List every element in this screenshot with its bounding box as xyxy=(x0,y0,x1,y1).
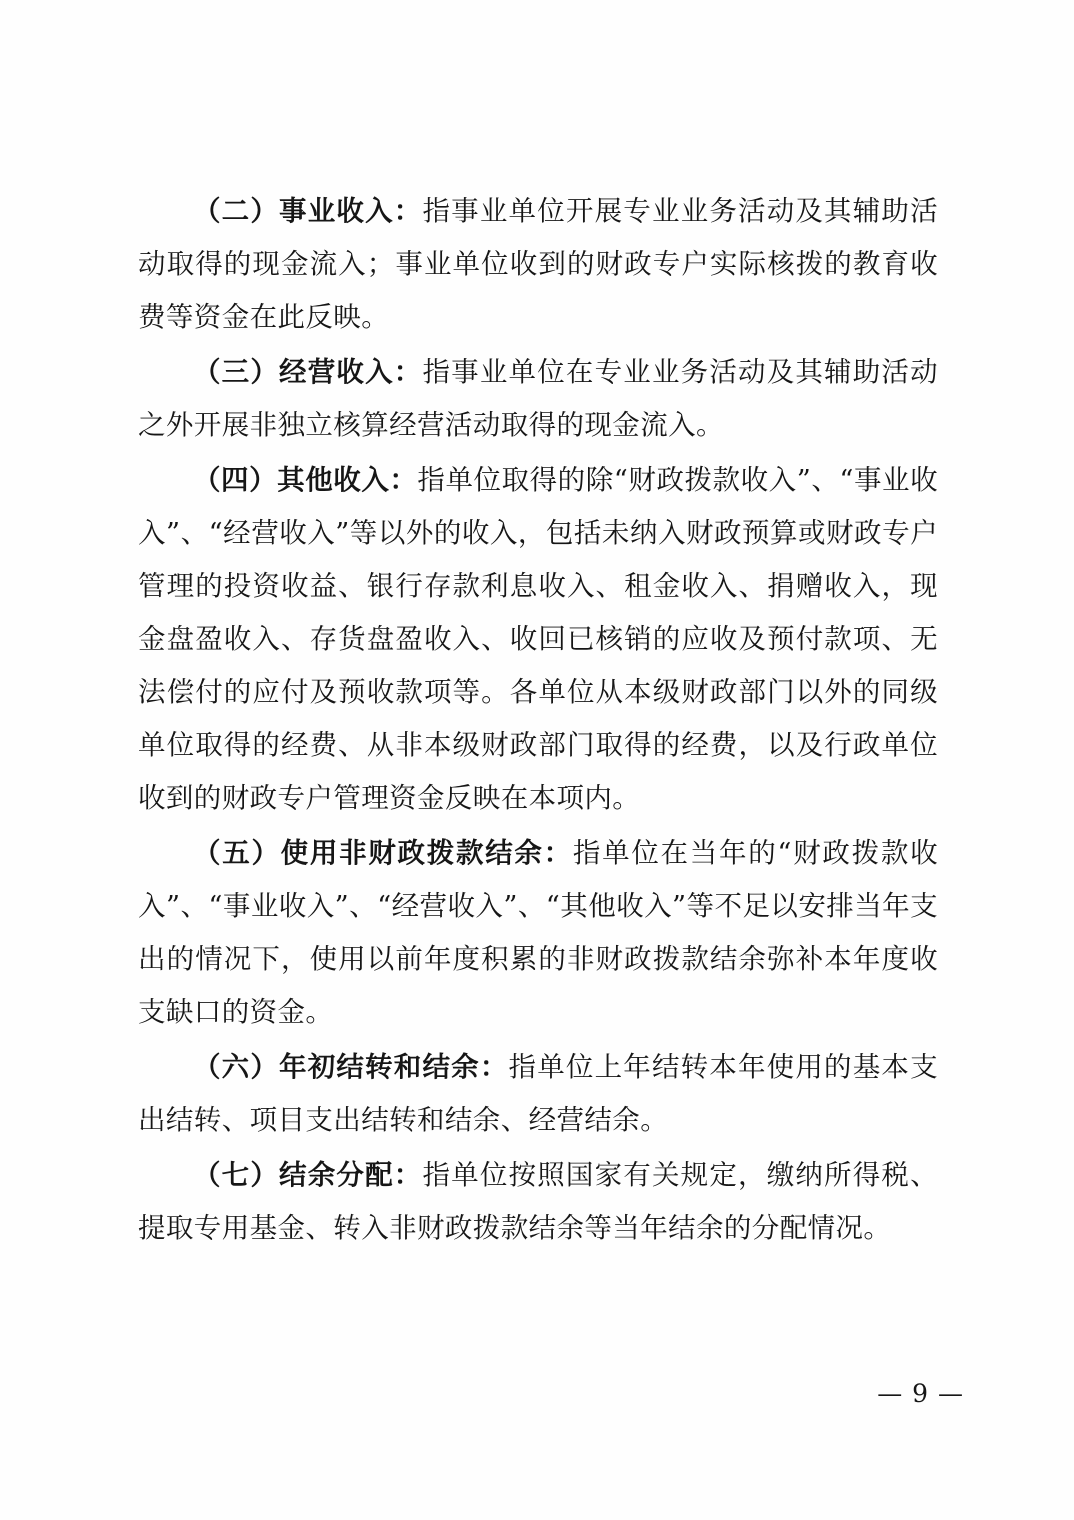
paragraph-text: 指单位取得的除“财政拨款收入”、“事业收入”、“经营收入”等以外的收入，包括未纳入财政预算或财政专户管理的投资收益、银行存款利息收入、租金收入、捐赠收入，现金盘盈收入、存货盘盈收入、收回已核销的应收及预付款项、无法偿付的应付及预收款项等。各单位从本级财政部门以外的同级单位取得的经费、从非本级财政部门取得的经费，以及行政单位收到的财政专户管理资金反映在本项内。 xyxy=(138,464,938,814)
paragraph-item-3 xyxy=(138,346,938,452)
paragraph-text: 指单位上年结转本年使用的基本支出结转、项目支出结转和结余、经营结余。 xyxy=(138,1051,939,1136)
paragraph-text: 指事业单位在专业业务活动及其辅助活动之外开展非独立核算经营活动取得的现金流入。 xyxy=(138,356,939,441)
paragraph-item-4 xyxy=(138,454,938,825)
paragraph-item-7 xyxy=(138,1149,938,1255)
paragraph-lead: （七）结余分配： xyxy=(193,1159,423,1191)
paragraph-lead: （三）经营收入： xyxy=(193,356,423,388)
paragraph-item-2 xyxy=(138,185,938,344)
paragraph-text: 指单位按照国家有关规定，缴纳所得税、提取专用基金、转入非财政拨款结余等当年结余的分配情况。 xyxy=(138,1159,939,1244)
paragraph-text: 指事业单位开展专业业务活动及其辅助活动取得的现金流入；事业单位收到的财政专户实际核拨的教育收费等资金在此反映。 xyxy=(138,195,939,333)
page-number: — 9 — xyxy=(877,1379,964,1408)
paragraph-lead: （四）其他收入： xyxy=(193,464,418,496)
paragraph-item-6 xyxy=(138,1041,938,1147)
paragraph-lead: （二）事业收入： xyxy=(193,195,423,227)
paragraph-text: 指单位在当年的“财政拨款收入”、“事业收入”、“经营收入”、“其他收入”等不足以安排当年支出的情况下，使用以前年度积累的非财政拨款结余弥补本年度收支缺口的资金。 xyxy=(138,837,938,1028)
document-body xyxy=(138,185,938,1257)
paragraph-lead: （六）年初结转和结余： xyxy=(193,1051,509,1083)
paragraph-lead: （五）使用非财政拨款结余： xyxy=(193,837,573,869)
paragraph-item-5 xyxy=(138,827,938,1039)
